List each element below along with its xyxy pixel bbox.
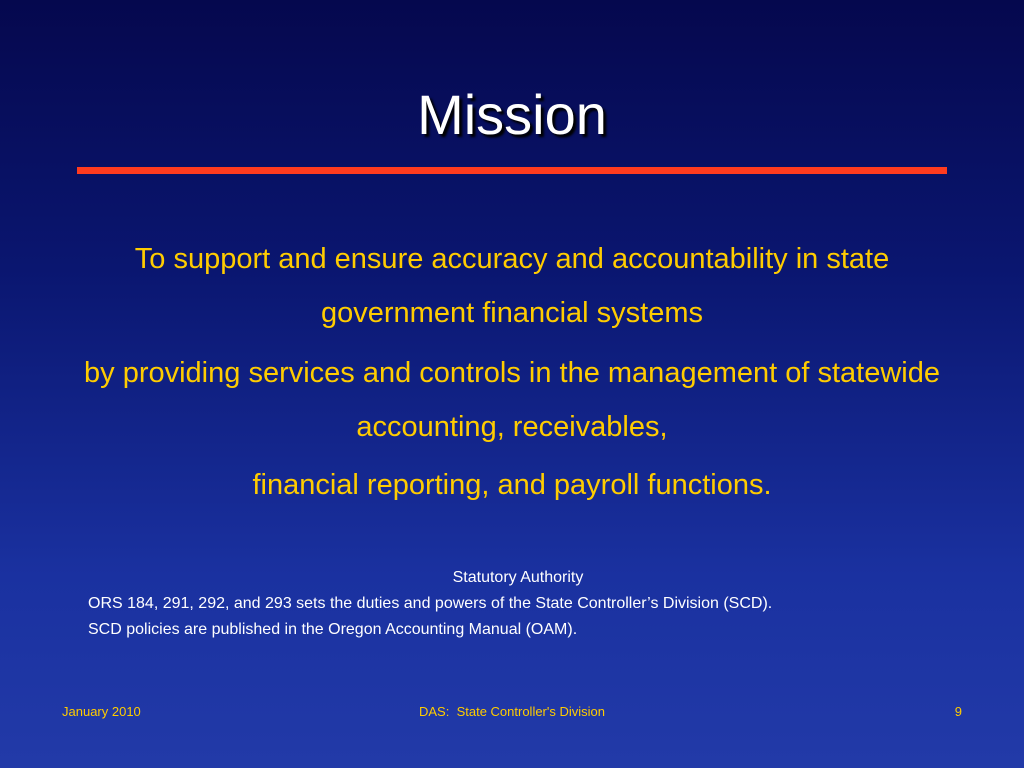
slide-footer [0, 704, 1024, 724]
mission-line-1: To support and ensure accuracy and accountability in state government financial systems [134, 243, 890, 329]
statutory-heading: Statutory Authority [452, 569, 584, 586]
statutory-line-1: ORS 184, 291, 292, and 293 sets the duties and powers of the State Controller’s Division (SCD). [88, 595, 773, 612]
statutory-line-2: SCD policies are published in the Oregon Accounting Manual (OAM). [88, 621, 578, 638]
statutory-authority [88, 565, 948, 643]
slide-title: Mission [417, 83, 607, 146]
mission-statement [60, 232, 964, 514]
footer-date: January 2010 [62, 704, 141, 719]
footer-title: DAS: State Controller's Division [419, 704, 605, 719]
title-divider [77, 167, 947, 174]
page-number: 9 [954, 704, 962, 719]
mission-line-2: by providing services and controls in the management of statewide accounting, receivables, [84, 357, 940, 443]
mission-line-3: financial reporting, and payroll functions. [252, 469, 772, 501]
